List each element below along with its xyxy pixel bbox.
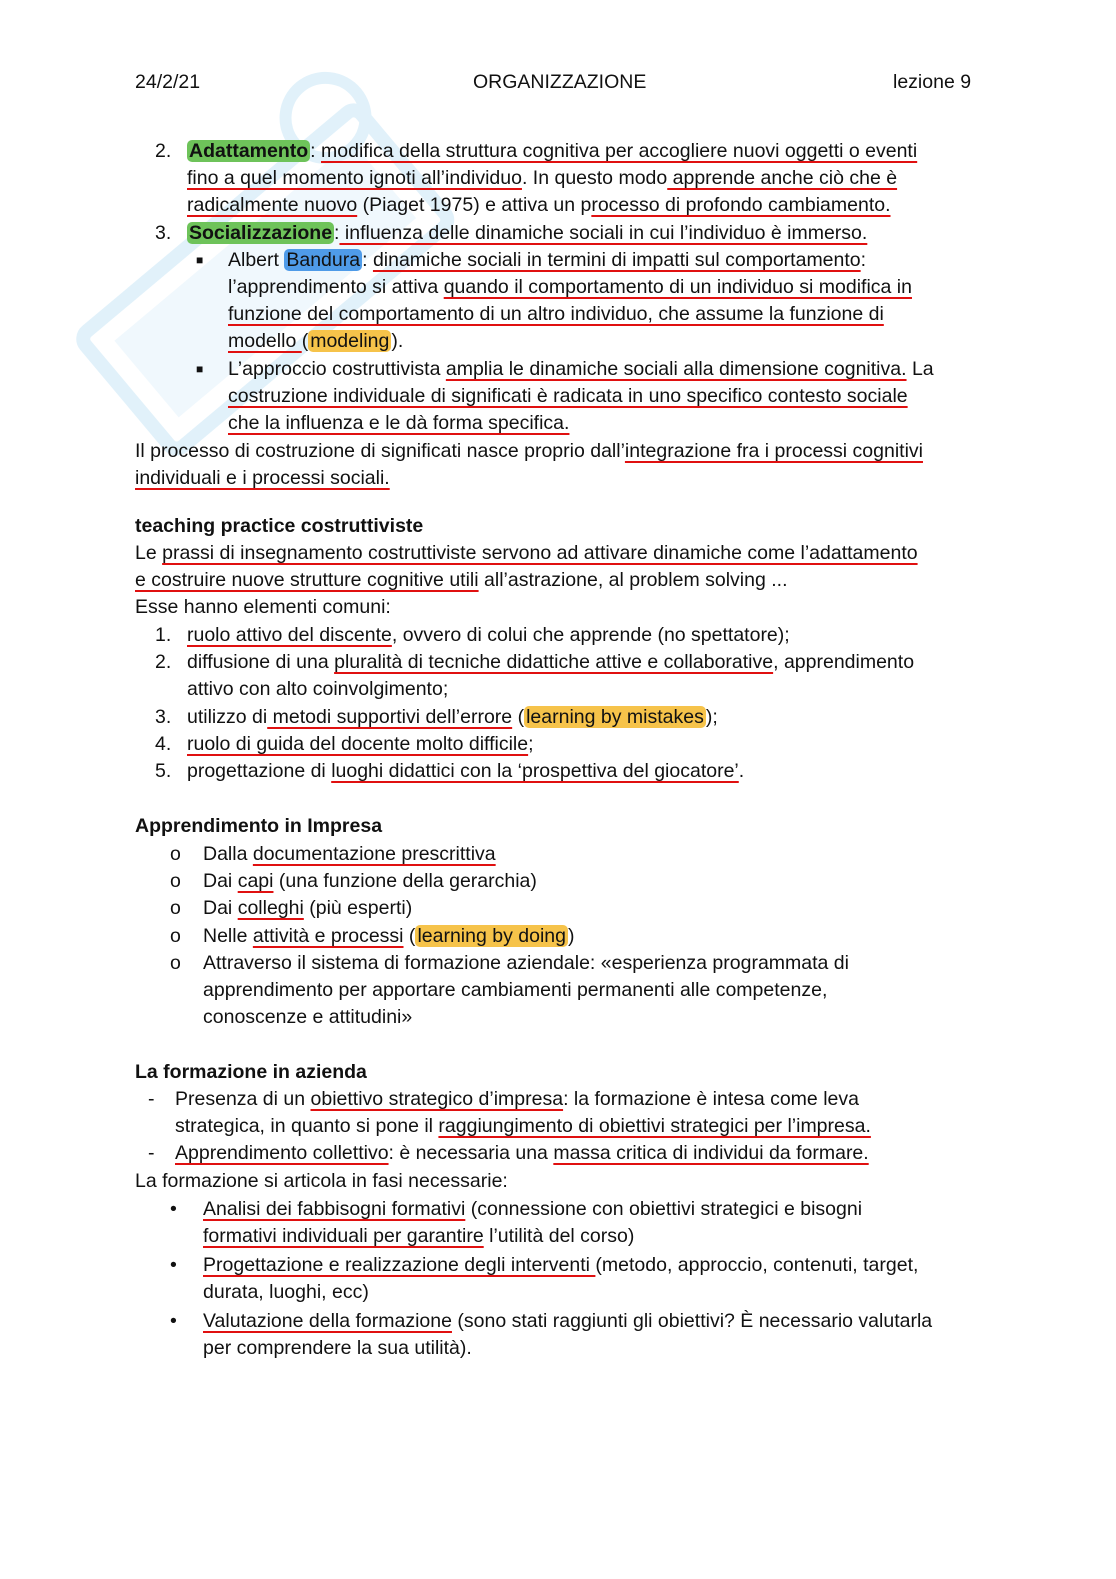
circle-bullet-icon: o [170,897,181,919]
underlined-text: e costruire nuove strutture cognitive utili [135,569,479,591]
underlined-text: apprende anche ciò che è [667,167,898,189]
list-item: Attraverso il sistema di formazione aziendale: «esperienza programmata di [203,952,849,974]
list-item-line: attivo con alto coinvolgimento; [187,678,449,700]
text-span: Presenza di un [175,1088,311,1110]
underlined-text: influenza delle dinamiche sociali in cui l’individuo è immerso. [339,222,868,244]
list-item-line: conoscenze e attitudini» [203,1006,413,1028]
list-item [203,869,537,893]
list-item-socializzazione [187,221,867,245]
circle-bullet-icon: o [170,952,181,974]
header-title: ORGANIZZAZIONE [473,71,647,93]
list-item-adattamento [187,139,917,163]
underlined-text: metodi supportivi dell’errore [267,706,513,728]
text-span: Dalla [203,843,253,865]
text-span: l’apprendimento si attiva [228,276,444,298]
underlined-text: prassi di insegnamento costruttiviste servono ad attivare dinamiche come l’adattamento [162,542,918,564]
text-span: (una funzione della gerarchia) [273,870,537,892]
underlined-text: attività e processi [252,925,404,947]
sub-item-line [228,384,908,408]
list-item [203,1197,862,1221]
text-span: : è necessaria una [388,1142,554,1164]
underlined-text: formativi individuali per garantire [203,1225,484,1247]
list-item [187,732,534,756]
text-span: , ovvero di colui che apprende (no spettatore); [391,624,790,646]
text-span: l’utilità del corso) [483,1225,635,1247]
underlined-text: costruzione individuale di significati è radicata in uno specifico contesto sociale [228,385,908,407]
underlined-text: individuali e i processi sociali. [135,467,390,489]
list-item-line: per comprendere la sua utilità). [203,1337,472,1359]
text-span: progettazione di [187,760,332,782]
list-item-line [187,193,891,217]
text-span: ) [567,925,575,947]
text-span: : [860,249,867,271]
list-item-line [187,166,897,190]
dot-bullet-icon: • [170,1198,177,1220]
text-span: : la formazione è intesa come leva [563,1088,859,1110]
list-item [187,623,790,647]
underlined-text: funzione del comportamento di un altro individuo, che assume la funzione di [228,303,884,325]
text-span: ( [512,706,525,728]
sub-item-line [228,329,403,353]
paragraph-line [135,568,788,592]
underlined-text: massa critica di individui da formare. [553,1142,869,1164]
list-item [203,896,412,920]
text-span: diffusione di una [187,651,335,673]
text-span: ( [403,925,416,947]
section-heading: teaching practice costruttiviste [135,515,424,537]
underlined-text: pluralità di tecniche didattiche attive e collaborative [334,651,774,673]
text-span: ; [528,733,534,755]
list-item-line [203,1224,634,1248]
underlined-text: quando il comportamento di un individuo si modifica in [443,276,912,298]
underlined-text: dinamiche sociali in termini di impatti sul comportamento [372,249,861,271]
dash-bullet-icon: - [148,1142,155,1164]
underlined-text: Valutazione della formazione [203,1310,452,1332]
sub-item-bandura [228,248,866,272]
underlined-text: amplia le dinamiche sociali alla dimensione cognitiva. [445,358,907,380]
text-span: Dai [203,870,238,892]
section-heading: Apprendimento in Impresa [135,815,383,837]
highlight-term: learning by doing [417,925,566,947]
text-span: : [362,249,373,271]
list-number: 1. [155,624,172,646]
underlined-text: luoghi didattici con la ‘prospettiva del giocatore’ [331,760,739,782]
square-bullet-icon: ■ [196,253,204,267]
list-item [187,650,914,674]
text-span: utilizzo di [187,706,268,728]
text-span: , apprendimento [773,651,915,673]
square-bullet-icon: ■ [196,362,204,376]
list-number: 2. [155,651,172,673]
paragraph-line [135,466,390,490]
text-span: Le [135,542,163,564]
text-span: L’approccio costruttivista [228,358,446,380]
underlined-text: Apprendimento collettivo [175,1142,389,1164]
list-number: 3. [155,222,172,244]
highlight-term: Socializzazione [189,222,333,244]
sub-item-line [228,302,884,326]
underlined-text: colleghi [237,897,304,919]
text-span: all’astrazione, al problem solving ... [478,569,788,591]
text-span: . [738,760,745,782]
underlined-text: raggiungimento di obiettivi strategici per l’impresa. [438,1115,871,1137]
text-span: ( [301,330,309,352]
paragraph-line [135,541,918,565]
text-span: Dai [203,897,238,919]
underlined-text: capi [237,870,274,892]
underlined-text: Progettazione e realizzazione degli interventi [203,1254,596,1276]
list-item [203,1309,932,1333]
list-item [187,705,718,729]
list-number: 5. [155,760,172,782]
list-number: 2. [155,140,172,162]
list-number: 4. [155,733,172,755]
underlined-text: obiettivo strategico d’impresa [310,1088,564,1110]
text-span: strategica, in quanto si pone il [175,1115,439,1137]
sub-item-line [228,411,569,435]
underlined-text: documentazione prescrittiva [252,843,496,865]
text-span: ). [391,330,404,352]
underlined-text: rocesso di profondo cambiamento. [591,194,891,216]
list-item [203,1253,918,1277]
text-span: Nelle [203,925,253,947]
circle-bullet-icon: o [170,925,181,947]
underlined-text: ruolo attivo del discente [187,624,392,646]
text-span: ); [705,706,718,728]
text-span: (connessione con obiettivi strategici e bisogni [465,1198,863,1220]
header-lesson: lezione 9 [893,71,972,93]
text-span: Albert [228,249,285,271]
list-item [203,924,574,948]
text-span: (sono stati raggiunti gli obiettivi? È necessario valutarla [451,1310,933,1332]
underlined-text: radicalmente nuovo [187,194,358,216]
paragraph-line: Esse hanno elementi comuni: [135,596,391,618]
text-span: . In questo modo [521,167,668,189]
list-item [203,842,496,866]
text-span: Il processo di costruzione di significati nasce proprio dall’ [135,440,625,462]
underlined-text: modello [228,330,302,352]
highlight-term: learning by mistakes [526,706,704,728]
list-item-line [175,1114,871,1138]
underlined-text: integrazione fra i processi cognitivi [624,440,923,462]
list-item [175,1087,859,1111]
circle-bullet-icon: o [170,870,181,892]
underlined-text: modifica della struttura cognitiva per accogliere nuovi oggetti o eventi [321,140,918,162]
text-span: (Piaget 1975) e attiva un p [357,194,592,216]
dot-bullet-icon: • [170,1310,177,1332]
dot-bullet-icon: • [170,1254,177,1276]
underlined-text: ruolo di guida del docente molto difficile [187,733,529,755]
text-span: : [310,140,316,162]
underlined-text: fino a quel momento ignoti all’individuo [187,167,522,189]
sub-item-line [228,275,912,299]
underlined-text: Analisi dei fabbisogni formativi [203,1198,466,1220]
text-span: : [334,222,340,244]
paragraph-line: La formazione si articola in fasi necessarie: [135,1170,508,1192]
underlined-text: che la influenza e le dà forma specifica. [228,412,570,434]
highlight-term: Bandura [286,249,361,271]
list-item [175,1141,869,1165]
text-span: (metodo, approccio, contenuti, target, [595,1254,919,1276]
text-span: (più esperti) [303,897,413,919]
list-item-line: apprendimento per apportare cambiamenti permanenti alle competenze, [203,979,828,1001]
sub-item-costruttivista [228,357,934,381]
section-heading: La formazione in azienda [135,1061,367,1083]
list-number: 3. [155,706,172,728]
text-span: La [906,358,934,380]
list-item-line: durata, luoghi, ecc) [203,1281,369,1303]
list-item [187,759,744,783]
paragraph-line [135,439,923,463]
highlight-term: Adattamento [189,140,309,162]
circle-bullet-icon: o [170,843,181,865]
highlight-term: modeling [310,330,390,352]
dash-bullet-icon: - [148,1088,155,1110]
header-date: 24/2/21 [135,71,201,93]
